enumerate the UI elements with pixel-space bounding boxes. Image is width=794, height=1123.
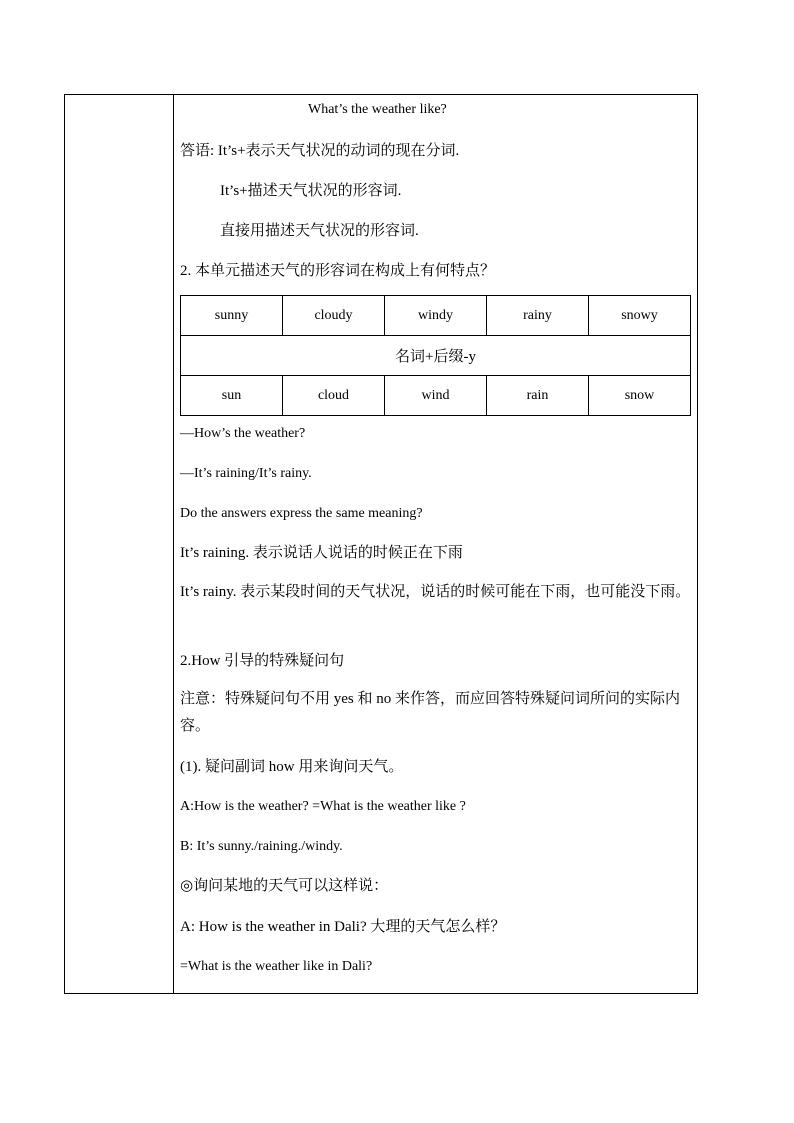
table-cell: wind — [385, 376, 487, 416]
table-cell: sunny — [181, 296, 283, 336]
table-cell: rainy — [487, 296, 589, 336]
ask-place-heading: ◎询问某地的天气可以这样说： — [180, 878, 389, 894]
table-cell: snowy — [589, 296, 691, 336]
example-a: A:How is the weather? =What is the weather like ? — [180, 799, 466, 814]
adjective-table — [180, 295, 691, 416]
left-column — [65, 95, 174, 993]
dialog-line-2: —It’s raining/It’s rainy. — [180, 466, 312, 481]
rainy-explanation: It’s rainy. 表示某段时间的天气状况，说话的时候可能在下雨，也可能没下雨。 — [180, 584, 691, 600]
answer-line-3: 直接用描述天气状况的形容词. — [220, 223, 419, 239]
table-cell: rain — [487, 376, 589, 416]
answer-line-1: 答语: It’s+表示天气状况的动词的现在分词. — [180, 143, 460, 159]
noun-row — [181, 376, 691, 416]
dialog-line-1: —How’s the weather? — [180, 426, 306, 441]
raining-explanation: It’s raining. 表示说话人说话的时候正在下雨 — [180, 545, 463, 561]
rule-row — [181, 336, 691, 376]
table-cell: windy — [385, 296, 487, 336]
dali-equivalent: =What is the weather like in Dali? — [180, 959, 373, 974]
dali-question: A: How is the weather in Dali? 大理的天气怎么样？ — [180, 919, 506, 935]
point-1: (1). 疑问副词 how 用来询问天气。 — [180, 759, 404, 775]
how-heading: 2.How 引导的特殊疑问句 — [180, 653, 345, 669]
note-paragraph: 注意：特殊疑问句不用 yes 和 no 来作答，而应回答特殊疑问词所问的实际内容。 — [180, 691, 680, 734]
adjective-row — [181, 296, 691, 336]
table-cell: snow — [589, 376, 691, 416]
table-cell: sun — [181, 376, 283, 416]
rule-cell: 名词+后缀-y — [181, 336, 691, 376]
table-cell: cloud — [283, 376, 385, 416]
meaning-question: Do the answers express the same meaning? — [180, 506, 423, 521]
table-cell: cloudy — [283, 296, 385, 336]
question-2: 2. 本单元描述天气的形容词在构成上有何特点？ — [180, 263, 496, 279]
answer-line-2: It’s+描述天气状况的形容词. — [220, 183, 402, 199]
question-header: What’s the weather like? — [308, 102, 447, 117]
example-b: B: It’s sunny./raining./windy. — [180, 839, 343, 854]
